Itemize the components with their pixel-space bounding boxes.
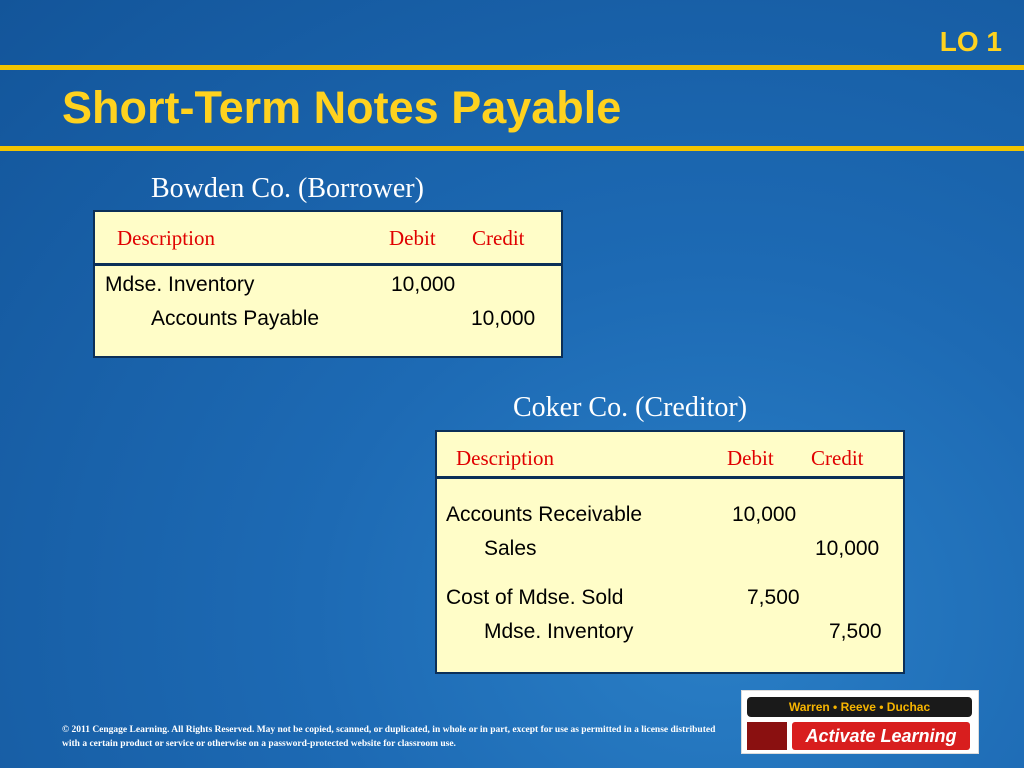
creditor-journal — [435, 430, 905, 674]
copyright-notice: © 2011 Cengage Learning. All Rights Reserved. May not be copied, scanned, or duplicated, in whole or in part, except for use as permitted in a license distributed with a certain product or service or otherwise on a password-protected website for classroom use. — [62, 725, 716, 749]
bottom-divider — [0, 146, 1024, 151]
debit-header: Debit — [727, 446, 774, 470]
logo-wedge — [747, 722, 787, 750]
entry-account: Accounts Receivable — [446, 503, 643, 526]
debit-header: Debit — [389, 226, 436, 250]
entry-account: Mdse. Inventory — [484, 620, 634, 643]
entry-debit: 10,000 — [732, 503, 797, 526]
entry-credit: 7,500 — [829, 620, 882, 643]
slide-title: Short-Term Notes Payable — [62, 82, 622, 133]
description-header: Description — [456, 446, 554, 470]
entry-account: Cost of Mdse. Sold — [446, 586, 624, 609]
creditor-journal-header — [437, 432, 903, 479]
logo-tagline: Activate Learning — [792, 722, 970, 750]
logo-authors: Warren • Reeve • Duchac — [747, 697, 972, 717]
lo-label: LO 1 — [939, 26, 1002, 57]
entry-account: Sales — [484, 537, 537, 560]
borrower-heading: Bowden Co. (Borrower) — [151, 173, 424, 204]
borrower-journal — [93, 210, 563, 358]
entry-account: Accounts Payable — [151, 307, 320, 330]
publisher-logo — [741, 690, 979, 754]
top-divider — [0, 65, 1024, 70]
entry-credit: 10,000 — [815, 537, 880, 560]
creditor-heading: Coker Co. (Creditor) — [513, 392, 748, 423]
description-header: Description — [117, 226, 215, 250]
borrower-journal-header — [95, 212, 561, 266]
entry-credit: 10,000 — [471, 307, 536, 330]
entry-account: Mdse. Inventory — [105, 273, 255, 296]
credit-header: Credit — [811, 446, 864, 470]
entry-debit: 10,000 — [391, 273, 456, 296]
entry-debit: 7,500 — [747, 586, 800, 609]
credit-header: Credit — [472, 226, 525, 250]
